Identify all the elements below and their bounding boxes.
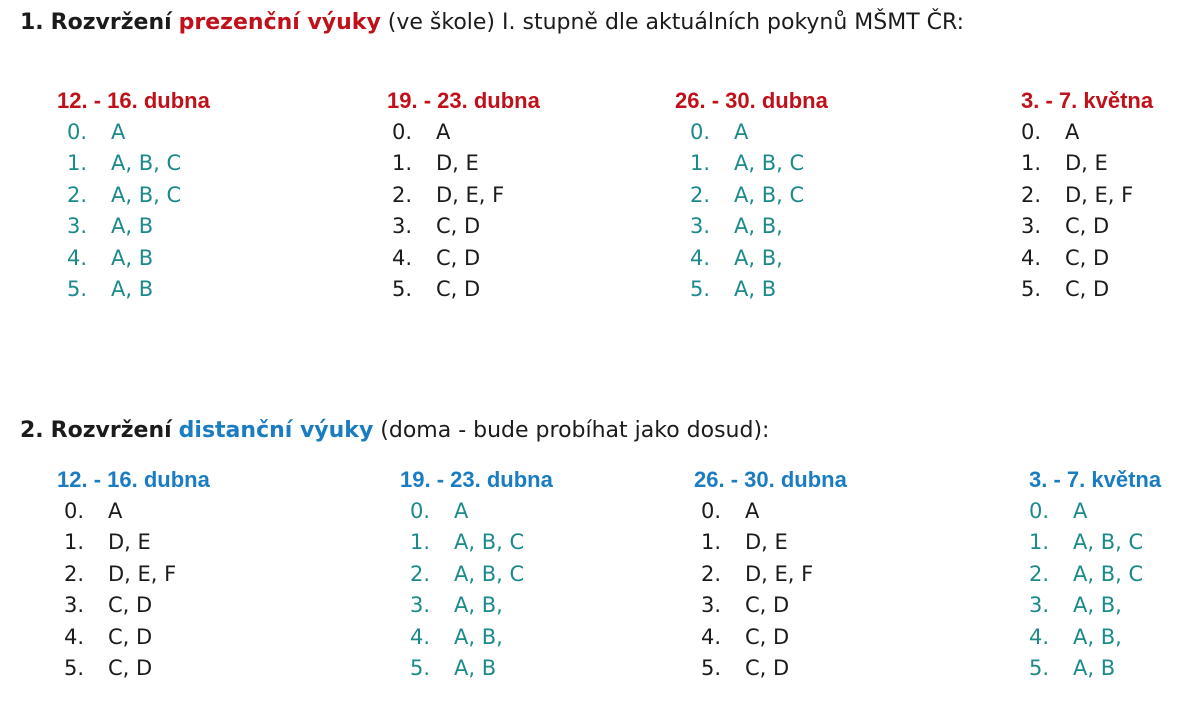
schedule-row [387, 117, 540, 148]
schedule-row [57, 211, 210, 242]
schedule-row [57, 274, 210, 305]
section2-heading [20, 417, 769, 445]
groups: C, D [436, 245, 481, 270]
day-number: 2. [67, 182, 88, 207]
day-number: 5. [690, 277, 711, 302]
day-number: 3. [1029, 593, 1050, 618]
day-number: 0. [690, 120, 711, 144]
week-block [57, 467, 210, 684]
groups: D, E, F [1065, 182, 1134, 207]
section1-lead: Rozvržení [50, 10, 172, 35]
schedule-row [1029, 527, 1161, 558]
schedule-row [400, 590, 553, 621]
day-number: 3. [701, 593, 722, 618]
groups: D, E, F [745, 561, 814, 586]
day-number: 2. [1029, 561, 1050, 586]
groups: A, B, C [454, 530, 525, 555]
week-title: 3. - 7. května [1021, 88, 1154, 113]
day-number: 2. [690, 182, 711, 207]
groups: C, D [108, 593, 153, 618]
groups: A, B, C [454, 561, 525, 586]
groups: A, B, C [111, 182, 182, 207]
day-number: 0. [1021, 120, 1042, 144]
schedule-row [694, 590, 847, 621]
groups: A, B, [734, 245, 783, 270]
groups: A, B [1073, 656, 1116, 681]
schedule-row [57, 653, 210, 684]
day-number: 1. [392, 151, 413, 176]
section1-rest: (ve škole) I. stupně dle aktuálních pokynů MŠMT ČR: [380, 10, 965, 35]
week-title: 26. - 30. dubna [675, 88, 828, 113]
day-number: 0. [64, 499, 85, 523]
day-number: 4. [392, 245, 413, 270]
day-number: 1. [1029, 530, 1050, 555]
day-number: 4. [67, 245, 88, 270]
schedule-row [57, 496, 210, 527]
groups: C, D [436, 277, 481, 302]
groups: D, E [436, 151, 479, 176]
day-number: 1. [67, 151, 88, 176]
groups: C, D [745, 593, 790, 618]
section2-lead: Rozvržení [50, 418, 172, 443]
section2-rest: (doma - bude probíhat jako dosud): [373, 418, 770, 443]
schedule-row [675, 148, 828, 179]
day-number: 3. [392, 214, 413, 239]
day-number: 5. [701, 656, 722, 681]
day-number: 4. [410, 624, 431, 649]
groups: A, B, [1073, 624, 1122, 649]
schedule-row [1021, 148, 1153, 179]
groups: D, E, F [436, 182, 505, 207]
schedule-row [387, 243, 540, 274]
week-title: 12. - 16. dubna [57, 88, 210, 113]
day-number: 0. [392, 120, 413, 144]
groups: D, E [1065, 151, 1108, 176]
week-block [1021, 88, 1153, 305]
schedule-row [57, 622, 210, 653]
schedule-row [675, 243, 828, 274]
section1-number: 1. [20, 10, 44, 35]
schedule-row [1029, 559, 1161, 590]
groups: A, B [454, 656, 497, 681]
schedule-row [1021, 211, 1153, 242]
day-number: 4. [64, 624, 85, 649]
day-number: 5. [1029, 656, 1050, 681]
week-block [387, 88, 540, 305]
day-number: 3. [67, 214, 88, 239]
groups: A, B, C [1073, 530, 1144, 555]
day-number: 5. [1021, 277, 1042, 302]
groups: A, B, [454, 624, 503, 649]
groups: A, B, C [734, 182, 805, 207]
schedule-row [400, 622, 553, 653]
groups: A, B, [1073, 593, 1122, 618]
day-number: 3. [1021, 214, 1042, 239]
groups: A, B [111, 245, 154, 270]
schedule-row [400, 653, 553, 684]
day-number: 0. [67, 120, 88, 144]
groups: C, D [1065, 214, 1110, 239]
schedule-row [387, 180, 540, 211]
week-title: 26. - 30. dubna [694, 467, 847, 492]
groups: A [1065, 120, 1080, 144]
section2-highlight: distanční výuky [178, 418, 374, 443]
week-title: 12. - 16. dubna [57, 467, 210, 492]
groups: D, E, F [108, 561, 177, 586]
day-number: 2. [392, 182, 413, 207]
groups: C, D [1065, 277, 1110, 302]
groups: A [111, 120, 126, 144]
schedule-row [1021, 243, 1153, 274]
schedule-row [694, 653, 847, 684]
groups: A, B, [734, 214, 783, 239]
schedule-row [57, 243, 210, 274]
section1-highlight: prezenční výuky [178, 10, 381, 35]
groups: A [745, 499, 760, 523]
schedule-row [1029, 590, 1161, 621]
schedule-row [675, 117, 828, 148]
groups: A, B, C [734, 151, 805, 176]
schedule-row [387, 211, 540, 242]
day-number: 0. [1029, 499, 1050, 523]
groups: A, B, [454, 593, 503, 618]
schedule-row [57, 559, 210, 590]
groups: A, B, C [1073, 561, 1144, 586]
schedule-row [57, 527, 210, 558]
day-number: 5. [64, 656, 85, 681]
day-number: 0. [410, 499, 431, 523]
groups: A [436, 120, 451, 144]
schedule-row [694, 559, 847, 590]
schedule-row [57, 148, 210, 179]
schedule-row [57, 117, 210, 148]
groups: C, D [108, 624, 153, 649]
schedule-row [400, 496, 553, 527]
day-number: 1. [64, 530, 85, 555]
groups: C, D [745, 656, 790, 681]
day-number: 3. [64, 593, 85, 618]
groups: D, E [745, 530, 788, 555]
schedule-row [1021, 180, 1153, 211]
day-number: 5. [67, 277, 88, 302]
week-block [57, 88, 210, 305]
day-number: 2. [1021, 182, 1042, 207]
schedule-row [387, 148, 540, 179]
day-number: 3. [410, 593, 431, 618]
schedule-row [57, 590, 210, 621]
day-number: 5. [392, 277, 413, 302]
schedule-row [675, 274, 828, 305]
week-block [694, 467, 847, 684]
week-block [675, 88, 828, 305]
schedule-row [400, 559, 553, 590]
groups: A, B [111, 214, 154, 239]
groups: C, D [1065, 245, 1110, 270]
day-number: 1. [410, 530, 431, 555]
day-number: 2. [410, 561, 431, 586]
groups: C, D [745, 624, 790, 649]
day-number: 2. [701, 561, 722, 586]
schedule-row [694, 527, 847, 558]
schedule-row [1029, 496, 1161, 527]
day-number: 4. [1021, 245, 1042, 270]
groups: A [734, 120, 749, 144]
day-number: 1. [690, 151, 711, 176]
schedule-row [1021, 117, 1153, 148]
schedule-row [694, 496, 847, 527]
groups: A [108, 499, 123, 523]
day-number: 4. [701, 624, 722, 649]
day-number: 2. [64, 561, 85, 586]
groups: C, D [108, 656, 153, 681]
groups: A, B, C [111, 151, 182, 176]
week-title: 19. - 23. dubna [400, 467, 553, 492]
week-block [1029, 467, 1161, 684]
groups: D, E [108, 530, 151, 555]
day-number: 1. [701, 530, 722, 555]
schedule-row [675, 180, 828, 211]
schedule-row [400, 527, 553, 558]
day-number: 3. [690, 214, 711, 239]
schedule-row [694, 622, 847, 653]
week-block [400, 467, 553, 684]
schedule-row [675, 211, 828, 242]
groups: A [454, 499, 469, 523]
schedule-row [387, 274, 540, 305]
day-number: 1. [1021, 151, 1042, 176]
day-number: 4. [690, 245, 711, 270]
schedule-row [1021, 274, 1153, 305]
section1-heading [20, 9, 964, 37]
day-number: 4. [1029, 624, 1050, 649]
day-number: 5. [410, 656, 431, 681]
week-title: 19. - 23. dubna [387, 88, 540, 113]
groups: A, B [734, 277, 777, 302]
schedule-row [1029, 653, 1161, 684]
groups: A, B [111, 277, 154, 302]
week-title: 3. - 7. května [1029, 467, 1162, 492]
schedule-row [57, 180, 210, 211]
day-number: 0. [701, 499, 722, 523]
schedule-row [1029, 622, 1161, 653]
groups: A [1073, 499, 1088, 523]
section2-number: 2. [20, 418, 44, 443]
groups: C, D [436, 214, 481, 239]
